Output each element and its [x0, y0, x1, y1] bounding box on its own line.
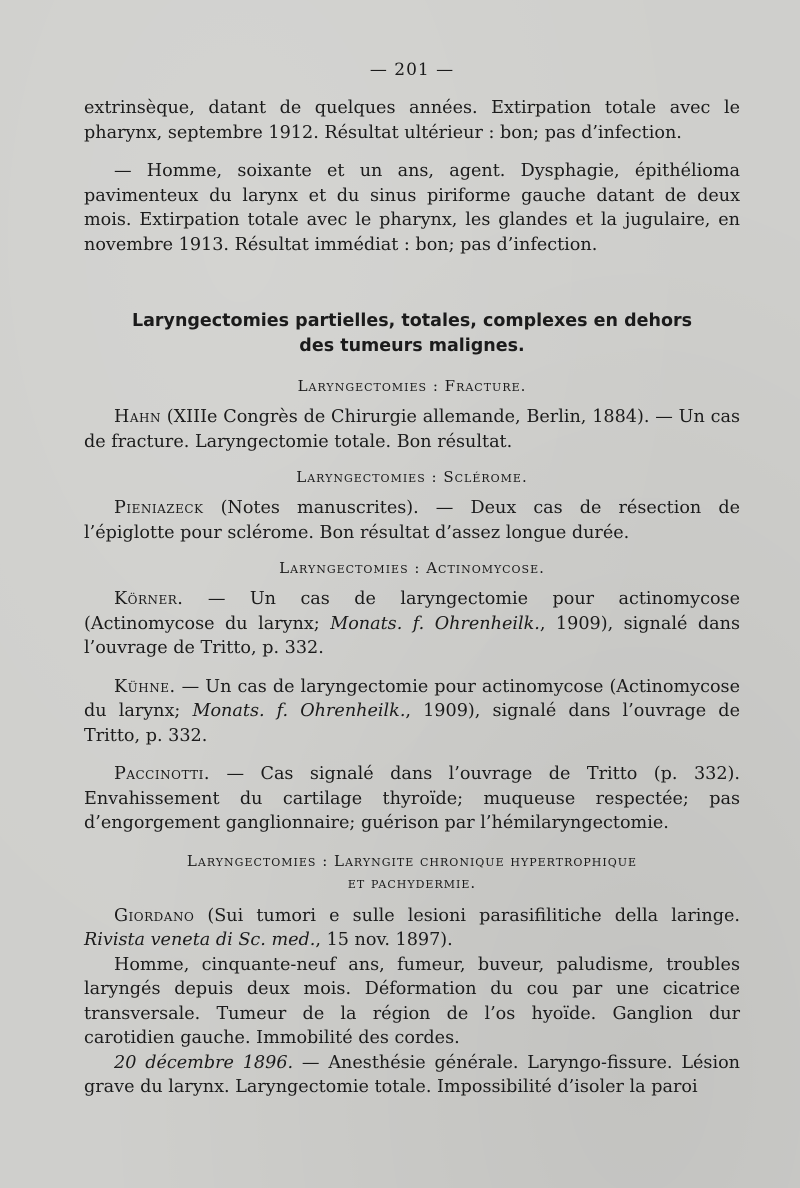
entry-hahn [84, 405, 740, 454]
section-title [84, 309, 740, 359]
entry-text: — Un cas de laryngectomie pour actinomycose (Actinomycose du larynx; [84, 589, 740, 634]
entry-giordano [84, 904, 740, 953]
entry-paccinotti [84, 762, 740, 836]
subheading-actinomycose: Laryngectomies : Actinomycose. [279, 559, 545, 577]
entry-korner [84, 587, 740, 661]
entry-text: , 1909), signalé dans l’ouvrage de Tritto, p. 332. [84, 613, 740, 658]
subheading-fracture: Laryngectomies : Fracture. [297, 377, 527, 395]
case-paragraph-homme: — Homme, soixante et un ans, agent. Dysphagie, épithélioma pavimenteux du larynx et du sinus piriforme gauche datant de deux mois. Extirpation totale avec le pharynx, les glandes et la jugulaire, en novembre 1913. Résultat immédiat : bon; pas d’infection. [84, 161, 740, 255]
entry-text: — Anesthésie générale. Laryngo-fissure. Lésion grave du larynx. Laryngectomie totale. Impossibilité d’isoler la paroi [84, 1052, 740, 1097]
section-title-line-1: Laryngectomies partielles, totales, complexes en dehors [131, 311, 693, 331]
case-description: Homme, cinquante-neuf ans, fumeur, buveur, paludisme, troubles laryngés depuis deux mois. Déformation du cou par une cicatrice transversale. Tumeur de la région de l’os hyoïde. Ganglion dur carotidien gauche. Immobilité des cordes. [84, 954, 740, 1048]
author-name: Giordano [114, 905, 195, 926]
entry-text: — Un cas de laryngectomie pour actinomycose (Actinomycose du larynx; [84, 676, 740, 721]
author-name: Kühne. [114, 676, 176, 697]
subheading-laryngite [84, 850, 740, 894]
journal-title: Monats. f. Ohrenheilk. [330, 613, 540, 634]
entry-text: — Cas signalé dans l’ouvrage de Tritto (p. 332). Envahissement du cartilage thyroïde; muqueuse respectée; pas d’engorgement ganglionnaire; guérison par l’hémilaryngectomie. [84, 764, 740, 833]
journal-title: Rivista veneta di Sc. med. [84, 930, 316, 950]
continuation-paragraph: extrinsèque, datant de quelques années. Extirpation totale avec le pharynx, septembre 1912. Résultat ultérieur : bon; pas d’infection. [84, 98, 740, 143]
entry-text: (Notes manuscrites). — Deux cas de résection de l’épiglotte pour sclérome. Bon résultat d’assez longue durée. [84, 498, 740, 543]
entry-text: , 1909), signalé dans l’ouvrage de Tritto, p. 332. [84, 701, 740, 746]
entry-text: , 15 nov. 1897). [315, 930, 453, 950]
page-number: — 201 — [369, 60, 455, 80]
entry-text: (XIIIe Congrès de Chirurgie allemande, Berlin, 1884). — Un cas de fracture. Laryngectomie totale. Bon résultat. [84, 407, 740, 452]
subheading-line-2: et pachydermie. [347, 873, 477, 892]
author-name: Körner. [114, 589, 184, 609]
operation-date: 20 décembre 1896. [114, 1052, 294, 1073]
subheading-line-1: Laryngectomies : Laryngite chronique hypertrophique [186, 851, 638, 870]
entry-text: (Sui tumori e sulle lesioni parasifilitiche della laringe. [194, 905, 740, 926]
subheading-sclerome: Laryngectomies : Sclérome. [296, 468, 528, 486]
author-name: Hahn [114, 407, 161, 427]
entry-kuhne [84, 675, 740, 749]
section-title-line-2: des tumeurs malignes. [299, 336, 525, 356]
case-operation [84, 1051, 740, 1100]
journal-title: Monats. f. Ohrenheilk. [192, 701, 406, 721]
author-name: Pieniazeck [114, 498, 204, 518]
entry-pieniazeck [84, 496, 740, 545]
author-name: Paccinotti. [114, 764, 211, 784]
